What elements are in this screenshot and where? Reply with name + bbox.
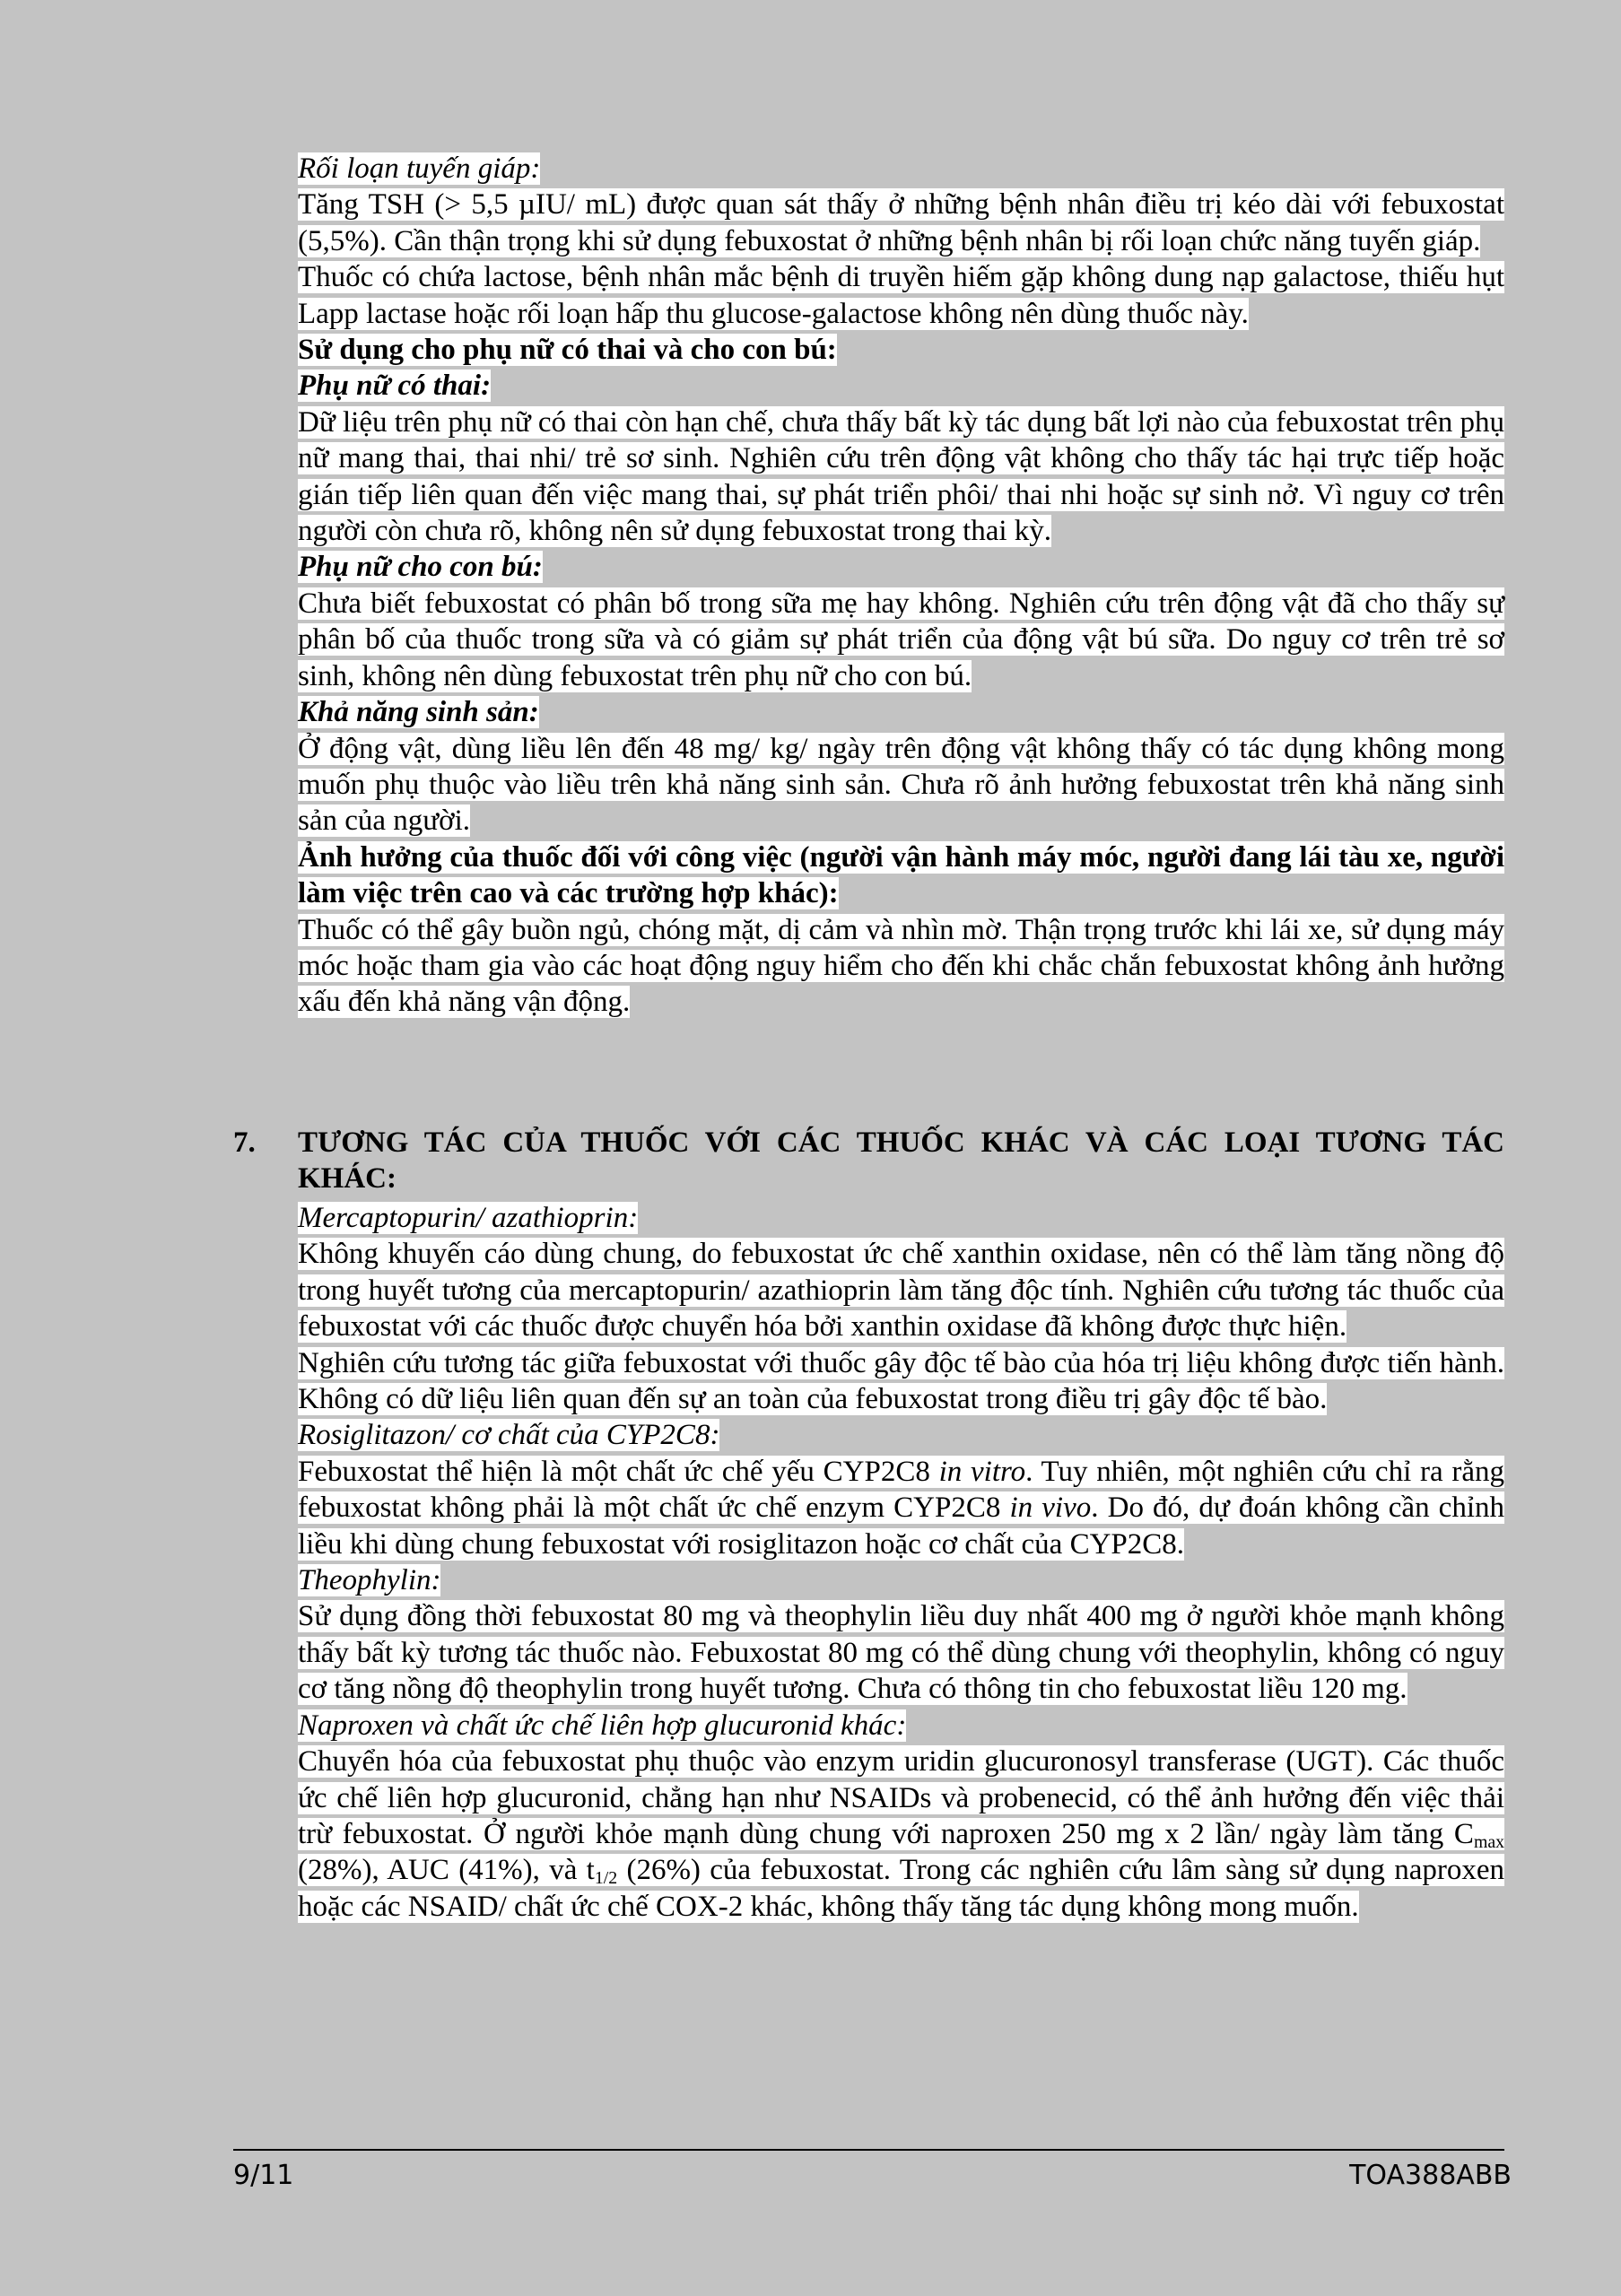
driving-heading: Ảnh hưởng của thuốc đối với công việc (người vận hành máy móc, người đang lái tàu xe, người làm việc trên cao và các trường hợp khác): — [298, 840, 1504, 910]
thyroid-paragraph: Tăng TSH (> 5,5 µIU/ mL) được quan sát thấy ở những bệnh nhân điều trị kéo dài với febuxostat (5,5%). Cần thận trọng khi sử dụng febuxostat ở những bệnh nhân bị rối loạn chức năng tuyến giáp. — [298, 188, 1504, 257]
naproxen-heading: Naproxen và chất ức chế liên hợp glucuronid khác: — [298, 1709, 907, 1742]
pregnancy-lactation-heading: Sử dụng cho phụ nữ có thai và cho con bú: — [298, 334, 837, 367]
document-code: TOA388ABB — [1349, 2160, 1512, 2191]
in-vivo-term: in vivo — [1009, 1492, 1092, 1525]
cmax-subscript: max — [1473, 1831, 1504, 1852]
fertility-paragraph: Ở động vật, dùng liều lên đến 48 mg/ kg/ ngày trên động vật không thấy có tác dụng không mong muốn phụ thuộc vào liều trên khả năng sinh sản. Chưa rõ ảnh hưởng febuxostat trên khả năng sinh sản của người. — [298, 732, 1504, 838]
lactation-heading: Phụ nữ cho con bú: — [298, 551, 543, 584]
fertility-heading: Khả năng sinh sản: — [298, 696, 539, 729]
mercaptopurin-paragraph: Không khuyến cáo dùng chung, do febuxostat ức chế xanthin oxidase, nên có thể làm tăng nồng độ trong huyết tương của mercaptopurin/ azathioprin làm tăng độc tính. Nghiên cứu tương tác thuốc của febuxostat với các thuốc được chuyển hóa bởi xanthin oxidase đã không được thực hiện. — [298, 1238, 1504, 1344]
mercaptopurin-heading: Mercaptopurin/ azathioprin: — [298, 1202, 639, 1234]
theophylin-heading: Theophylin: — [298, 1564, 441, 1597]
driving-paragraph: Thuốc có thể gây buồn ngủ, chóng mặt, dị cảm và nhìn mờ. Thận trọng trước khi lái xe, sử dụng máy móc hoặc tham gia vào các hoạt động nguy hiểm cho đến khi chắc chắn febuxostat không ảnh hưởng xấu đến khả năng vận động. — [298, 913, 1504, 1019]
section-title: TƯƠNG TÁC CỦA THUỐC VỚI CÁC THUỐC KHÁC VÀ CÁC LOẠI TƯƠNG TÁC KHÁC: — [298, 1126, 1504, 1196]
page-number: 9/11 — [233, 2160, 294, 2191]
half-life-subscript: 1/2 — [594, 1868, 618, 1889]
section-number: 7. — [233, 1126, 256, 1159]
in-vitro-term: in vitro — [938, 1455, 1026, 1488]
footer-divider — [233, 2149, 1504, 2151]
section-7-heading — [233, 1125, 1504, 1197]
naproxen-paragraph: Chuyển hóa của febuxostat phụ thuộc vào enzym uridin glucuronosyl transferase (UGT). Các thuốc ức chế liên hợp glucuronid, chẳng hạn như NSAIDs và probenecid, có thể ảnh hưởng đến việc thải trừ febuxostat. Ở người khỏe mạnh dùng chung với naproxen 250 mg x 2 lần/ ngày làm tăng $C_{max}$ (28%), AUC (41%), và $t_{1/2}$ (26%) của febuxostat. Trong các nghiên cứu lâm sàng sử dụng naproxen hoặc các NSAID/ chất ức chế COX-2 khác, không thấy tăng tác dụng không mong muốn. — [298, 1745, 1505, 1923]
thyroid-heading: Rối loạn tuyến giáp: — [298, 152, 541, 185]
pregnant-heading: Phụ nữ có thai: — [298, 370, 492, 403]
lactose-paragraph: Thuốc có chứa lactose, bệnh nhân mắc bệnh di truyền hiếm gặp không dung nạp galactose, thiếu hụt Lapp lactase hoặc rối loạn hấp thu glucose-galactose không nên dùng thuốc này. — [298, 261, 1504, 330]
pregnant-paragraph: Dữ liệu trên phụ nữ có thai còn hạn chế, chưa thấy bất kỳ tác dụng bất lợi nào của febuxostat trên phụ nữ mang thai, thai nhi/ trẻ sơ sinh. Nghiên cứu trên động vật không cho thấy tác hại trực tiếp hoặc gián tiếp liên quan đến việc mang thai, sự phát triển phôi/ thai nhi hoặc sự sinh nở. Vì nguy cơ trên người còn chưa rõ, không nên sử dụng febuxostat trong thai kỳ. — [298, 405, 1504, 548]
theophylin-paragraph: Sử dụng đồng thời febuxostat 80 mg và theophylin liều duy nhất 400 mg ở người khỏe mạnh không thấy bất kỳ tương tác thuốc nào. Febuxostat 80 mg có thể dùng chung với theophylin, không có nguy cơ tăng nồng độ theophylin trong huyết tương. Chưa có thông tin cho febuxostat liều 120 mg. — [298, 1600, 1504, 1706]
rosiglitazon-paragraph: Febuxostat thể hiện là một chất ức chế yếu CYP2C8 in vitro. Tuy nhiên, một nghiên cứu chỉ ra rằng febuxostat không phải là một chất ức chế enzym CYP2C8 in vivo. Do đó, dự đoán không cần chỉnh liều khi dùng chung febuxostat với rosiglitazon hoặc cơ chất của CYP2C8. — [298, 1455, 1504, 1561]
rosiglitazon-heading: Rosiglitazon/ cơ chất của CYP2C8: — [298, 1419, 720, 1452]
cytotoxic-paragraph: Nghiên cứu tương tác giữa febuxostat với thuốc gây độc tế bào của hóa trị liệu không được tiến hành. Không có dữ liệu liên quan đến sự an toàn của febuxostat trong điều trị gây độc tế bào. — [298, 1346, 1504, 1416]
interactions-content — [298, 1200, 1504, 1925]
lactation-paragraph: Chưa biết febuxostat có phân bố trong sữa mẹ hay không. Nghiên cứu trên động vật đã cho thấy sự phân bố của thuốc trong sữa và có giảm sự phát triển của động vật bú sữa. Do nguy cơ trên trẻ sơ sinh, không nên dùng febuxostat trên phụ nữ cho con bú. — [298, 587, 1504, 692]
precautions-continued — [298, 151, 1504, 1021]
